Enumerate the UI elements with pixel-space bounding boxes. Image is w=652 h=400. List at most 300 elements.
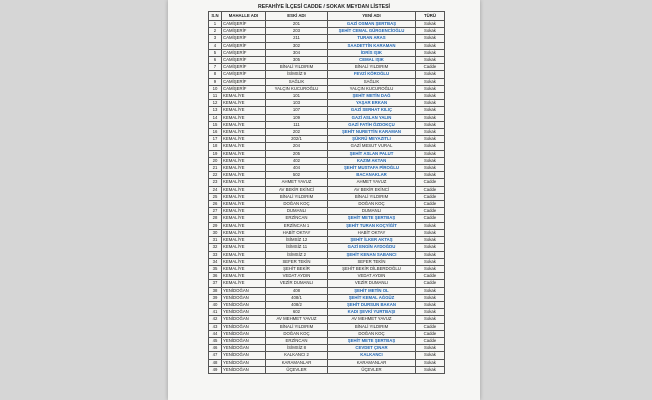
cell-turu: Sokak (416, 114, 445, 121)
cell-eski-adi: DUMANLI (266, 208, 328, 215)
cell-mahalle: KEMALİYE (222, 280, 266, 287)
cell-sn: 49 (209, 366, 222, 373)
cell-yeni-adi: ŞEHİT NURETTİN KARAMAN (328, 129, 416, 136)
cell-turu: Sokak (416, 345, 445, 352)
cell-mahalle: CAMİŞERİF (222, 85, 266, 92)
cell-turu: Sokak (416, 237, 445, 244)
cell-sn: 46 (209, 345, 222, 352)
table-row (209, 71, 445, 78)
cell-sn: 1 (209, 21, 222, 28)
cell-mahalle: CAMİŞERİF (222, 49, 266, 56)
cell-mahalle: YENİDOĞAN (222, 309, 266, 316)
table-header-row (209, 12, 445, 21)
cell-turu: Sokak (416, 165, 445, 172)
cell-turu: Sokak (416, 100, 445, 107)
cell-sn: 42 (209, 316, 222, 323)
cell-turu: Sokak (416, 294, 445, 301)
cell-yeni-adi: ŞEHİT METİN OL (328, 287, 416, 294)
table-row (209, 165, 445, 172)
cell-turu: Cadde (416, 337, 445, 344)
cell-sn: 12 (209, 100, 222, 107)
table-row (209, 287, 445, 294)
cell-sn: 39 (209, 294, 222, 301)
table-row (209, 186, 445, 193)
cell-sn: 35 (209, 265, 222, 272)
cell-mahalle: KEMALİYE (222, 114, 266, 121)
table-row (209, 273, 445, 280)
table-row (209, 93, 445, 100)
cell-mahalle: CAMİŞERİF (222, 78, 266, 85)
street-list-table (208, 11, 445, 374)
cell-sn: 32 (209, 244, 222, 251)
cell-sn: 28 (209, 215, 222, 222)
table-row (209, 251, 445, 258)
cell-turu: Sokak (416, 150, 445, 157)
table-row (209, 265, 445, 272)
cell-sn: 3 (209, 35, 222, 42)
table-row (209, 352, 445, 359)
cell-yeni-adi: ŞEHİT TURAN KOÇYİĞİT (328, 222, 416, 229)
cell-sn: 10 (209, 85, 222, 92)
cell-eski-adi: 202 (266, 129, 328, 136)
cell-eski-adi: 408 (266, 287, 328, 294)
cell-mahalle: CAMİŞERİF (222, 71, 266, 78)
cell-yeni-adi: VEDAT AYDIN (328, 273, 416, 280)
cell-mahalle: CAMİŞERİF (222, 21, 266, 28)
cell-eski-adi: İSİMSİZ 2 (266, 251, 328, 258)
cell-eski-adi: ERZİNCAN (266, 337, 328, 344)
cell-mahalle: YENİDOĞAN (222, 294, 266, 301)
cell-yeni-adi: GAZİ ENGİN AYDOĞDU (328, 244, 416, 251)
cell-turu: Cadde (416, 280, 445, 287)
table-row (209, 294, 445, 301)
cell-eski-adi: 202/1 (266, 136, 328, 143)
cell-turu: Sokak (416, 222, 445, 229)
cell-sn: 38 (209, 287, 222, 294)
cell-mahalle: KEMALİYE (222, 143, 266, 150)
cell-mahalle: YENİDOĞAN (222, 323, 266, 330)
cell-sn: 22 (209, 172, 222, 179)
cell-eski-adi: 404 (266, 165, 328, 172)
cell-mahalle: KEMALİYE (222, 150, 266, 157)
table-row (209, 323, 445, 330)
cell-mahalle: KEMALİYE (222, 215, 266, 222)
table-row (209, 179, 445, 186)
cell-eski-adi: 305 (266, 57, 328, 64)
cell-turu: Sokak (416, 71, 445, 78)
cell-yeni-adi: BACANAKLAR (328, 172, 416, 179)
cell-sn: 33 (209, 251, 222, 258)
cell-yeni-adi: ŞEHİT İLKER AKTAŞ (328, 237, 416, 244)
cell-eski-adi: 101 (266, 93, 328, 100)
cell-yeni-adi: DUMANLI (328, 208, 416, 215)
header-turu: TÜRÜ (416, 12, 445, 21)
cell-eski-adi: VEDAT AYDIN (266, 273, 328, 280)
cell-eski-adi: 205 (266, 150, 328, 157)
cell-sn: 4 (209, 42, 222, 49)
cell-mahalle: KEMALİYE (222, 193, 266, 200)
table-body (209, 21, 445, 374)
cell-sn: 15 (209, 121, 222, 128)
header-mahalle: MAHALLE ADI (222, 12, 266, 21)
table-row (209, 129, 445, 136)
table-row (209, 64, 445, 71)
cell-mahalle: YENİDOĞAN (222, 337, 266, 344)
cell-sn: 23 (209, 179, 222, 186)
cell-sn: 47 (209, 352, 222, 359)
table-row (209, 316, 445, 323)
cell-yeni-adi: GAZİ ASLAN YALIN (328, 114, 416, 121)
table-row (209, 337, 445, 344)
cell-mahalle: YENİDOĞAN (222, 287, 266, 294)
cell-yeni-adi: KAZIM AKTAN (328, 157, 416, 164)
table-row (209, 157, 445, 164)
table-row (209, 215, 445, 222)
cell-mahalle: KEMALİYE (222, 172, 266, 179)
cell-mahalle: KEMALİYE (222, 179, 266, 186)
cell-yeni-adi: KALKANCI (328, 352, 416, 359)
table-row (209, 201, 445, 208)
cell-sn: 14 (209, 114, 222, 121)
cell-sn: 2 (209, 28, 222, 35)
cell-yeni-adi: HABİT OKTAY (328, 229, 416, 236)
cell-turu: Cadde (416, 323, 445, 330)
table-row (209, 35, 445, 42)
table-row (209, 85, 445, 92)
cell-eski-adi: 111 (266, 121, 328, 128)
cell-eski-adi: 201 (266, 21, 328, 28)
cell-sn: 30 (209, 229, 222, 236)
cell-eski-adi: DOĞAN KOÇ (266, 201, 328, 208)
cell-yeni-adi: AHMET YAVUZ (328, 179, 416, 186)
cell-turu: Sokak (416, 316, 445, 323)
cell-eski-adi: AV BEKİR EKİNCİ (266, 186, 328, 193)
cell-turu: Sokak (416, 251, 445, 258)
table-row (209, 136, 445, 143)
cell-turu: Sokak (416, 107, 445, 114)
cell-turu: Sokak (416, 244, 445, 251)
cell-yeni-adi: ŞEHİT KEMAL AĞGÜZ (328, 294, 416, 301)
cell-eski-adi: ÜÇEVLER (266, 366, 328, 373)
cell-sn: 34 (209, 258, 222, 265)
table-row (209, 121, 445, 128)
cell-turu: Sokak (416, 28, 445, 35)
cell-turu: Sokak (416, 301, 445, 308)
table-row (209, 237, 445, 244)
cell-mahalle: KEMALİYE (222, 136, 266, 143)
cell-mahalle: KEMALİYE (222, 201, 266, 208)
table-row (209, 21, 445, 28)
cell-mahalle: YENİDOĞAN (222, 330, 266, 337)
cell-sn: 6 (209, 57, 222, 64)
cell-turu: Sokak (416, 172, 445, 179)
cell-eski-adi: İSİMSİZ 8 (266, 345, 328, 352)
cell-yeni-adi: DOĞAN KOÇ (328, 201, 416, 208)
cell-turu: Cadde (416, 201, 445, 208)
cell-sn: 9 (209, 78, 222, 85)
table-row (209, 345, 445, 352)
cell-sn: 5 (209, 49, 222, 56)
cell-eski-adi: ERZİNCAN (266, 215, 328, 222)
table-row (209, 222, 445, 229)
cell-sn: 41 (209, 309, 222, 316)
cell-yeni-adi: ŞEHİT BEKİR DİLBERDOĞLU (328, 265, 416, 272)
cell-mahalle: KEMALİYE (222, 251, 266, 258)
table-row (209, 57, 445, 64)
cell-mahalle: CAMİŞERİF (222, 35, 266, 42)
table-row (209, 280, 445, 287)
cell-turu: Sokak (416, 143, 445, 150)
cell-sn: 25 (209, 193, 222, 200)
cell-yeni-adi: FEVZİ KÖROĞLU (328, 71, 416, 78)
table-row (209, 229, 445, 236)
cell-mahalle: YENİDOĞAN (222, 301, 266, 308)
cell-mahalle: CAMİŞERİF (222, 64, 266, 71)
cell-mahalle: KEMALİYE (222, 265, 266, 272)
cell-turu: Cadde (416, 330, 445, 337)
cell-mahalle: KEMALİYE (222, 100, 266, 107)
cell-yeni-adi: GAZİ OSMAN ŞERTBAŞ (328, 21, 416, 28)
cell-turu: Sokak (416, 42, 445, 49)
cell-eski-adi: 109 (266, 114, 328, 121)
cell-yeni-adi: ŞEHİT METİN DAĞ (328, 93, 416, 100)
cell-mahalle: KEMALİYE (222, 157, 266, 164)
table-row (209, 172, 445, 179)
cell-mahalle: YENİDOĞAN (222, 352, 266, 359)
table-row (209, 42, 445, 49)
cell-sn: 19 (209, 150, 222, 157)
cell-mahalle: CAMİŞERİF (222, 57, 266, 64)
cell-yeni-adi: ŞEHİT METE ŞERTBAŞ (328, 337, 416, 344)
cell-eski-adi: 402 (266, 157, 328, 164)
cell-turu: Sokak (416, 229, 445, 236)
cell-mahalle: KEMALİYE (222, 258, 266, 265)
document-page (168, 0, 480, 400)
cell-eski-adi: AHMET YAVUZ (266, 179, 328, 186)
cell-turu: Cadde (416, 64, 445, 71)
cell-eski-adi: VEZİR DUMANLI (266, 280, 328, 287)
cell-mahalle: CAMİŞERİF (222, 42, 266, 49)
cell-sn: 29 (209, 222, 222, 229)
cell-eski-adi: SAĞLIK (266, 78, 328, 85)
cell-sn: 24 (209, 186, 222, 193)
cell-turu: Sokak (416, 265, 445, 272)
cell-mahalle: KEMALİYE (222, 107, 266, 114)
cell-turu: Cadde (416, 186, 445, 193)
cell-sn: 27 (209, 208, 222, 215)
cell-turu: Cadde (416, 215, 445, 222)
cell-mahalle: YENİDOĞAN (222, 345, 266, 352)
cell-eski-adi: 408/1 (266, 294, 328, 301)
cell-eski-adi: 203 (266, 28, 328, 35)
cell-turu: Sokak (416, 287, 445, 294)
cell-eski-adi: 502 (266, 172, 328, 179)
cell-eski-adi: 602 (266, 309, 328, 316)
cell-turu: Cadde (416, 208, 445, 215)
cell-turu: Sokak (416, 359, 445, 366)
cell-eski-adi: 204 (266, 143, 328, 150)
cell-sn: 40 (209, 301, 222, 308)
table-row (209, 258, 445, 265)
cell-turu: Sokak (416, 93, 445, 100)
table-row (209, 49, 445, 56)
cell-yeni-adi: AV MEHMET YAVUZ (328, 316, 416, 323)
cell-turu: Sokak (416, 57, 445, 64)
cell-yeni-adi: ŞEHİT METE ŞERTBAŞ (328, 215, 416, 222)
cell-eski-adi: 103 (266, 100, 328, 107)
cell-turu: Sokak (416, 85, 445, 92)
cell-mahalle: KEMALİYE (222, 208, 266, 215)
table-row (209, 28, 445, 35)
cell-mahalle: KEMALİYE (222, 186, 266, 193)
cell-mahalle: KEMALİYE (222, 129, 266, 136)
cell-yeni-adi: İDRİS IŞIK (328, 49, 416, 56)
table-row (209, 309, 445, 316)
cell-mahalle: KEMALİYE (222, 237, 266, 244)
table-row (209, 359, 445, 366)
cell-turu: Sokak (416, 157, 445, 164)
header-eski-adi: ESKİ ADI (266, 12, 328, 21)
cell-sn: 43 (209, 323, 222, 330)
cell-yeni-adi: CEVDET ÇINAR (328, 345, 416, 352)
cell-mahalle: KEMALİYE (222, 222, 266, 229)
cell-sn: 45 (209, 337, 222, 344)
cell-turu: Sokak (416, 136, 445, 143)
cell-yeni-adi: YAŞAR ERKAN (328, 100, 416, 107)
table-row (209, 107, 445, 114)
cell-mahalle: KEMALİYE (222, 121, 266, 128)
cell-turu: Sokak (416, 129, 445, 136)
cell-turu: Sokak (416, 309, 445, 316)
cell-sn: 11 (209, 93, 222, 100)
cell-yeni-adi: DOĞAN KOÇ (328, 330, 416, 337)
cell-eski-adi: KALKANCI 2 (266, 352, 328, 359)
cell-sn: 37 (209, 280, 222, 287)
header-yeni-adi: YENİ ADI (328, 12, 416, 21)
cell-yeni-adi: GAZİ SERHAT KILIÇ (328, 107, 416, 114)
cell-yeni-adi: BİNALİ YILDIRIM (328, 64, 416, 71)
cell-yeni-adi: SAADETTİN KARAMAN (328, 42, 416, 49)
cell-yeni-adi: YALÇIN KUCUROĞLU (328, 85, 416, 92)
cell-mahalle: KEMALİYE (222, 165, 266, 172)
table-row (209, 366, 445, 373)
cell-turu: Sokak (416, 352, 445, 359)
cell-eski-adi: BİNALİ YILDIRIM (266, 193, 328, 200)
cell-eski-adi: ŞEHİT BEKİR (266, 265, 328, 272)
cell-sn: 20 (209, 157, 222, 164)
cell-yeni-adi: SEFER TEKİN (328, 258, 416, 265)
cell-eski-adi: İSİMSİZ 9 (266, 71, 328, 78)
cell-yeni-adi: BİNALİ YILDIRIM (328, 193, 416, 200)
cell-yeni-adi: ŞEHİT CEMAL GÜRGENCİOĞLU (328, 28, 416, 35)
cell-eski-adi: 107 (266, 107, 328, 114)
cell-yeni-adi: KARAMANLAR (328, 359, 416, 366)
cell-eski-adi: KARAMANLAR (266, 359, 328, 366)
cell-sn: 21 (209, 165, 222, 172)
cell-eski-adi: YALÇIN KUCUROĞLU (266, 85, 328, 92)
table-row (209, 193, 445, 200)
document-title: REFAHİYE İLÇESİ CADDE / SOKAK MEYDAN LİSTESİ (257, 4, 390, 10)
cell-mahalle: KEMALİYE (222, 244, 266, 251)
cell-sn: 44 (209, 330, 222, 337)
cell-eski-adi: HABİT OKTAY (266, 229, 328, 236)
cell-sn: 26 (209, 201, 222, 208)
cell-yeni-adi: KADI ŞEVKİ YURTBAŞI (328, 309, 416, 316)
cell-yeni-adi: ŞEHİT KENAN SABANCI (328, 251, 416, 258)
cell-sn: 31 (209, 237, 222, 244)
cell-yeni-adi: AV BEKİR EKİNCİ (328, 186, 416, 193)
table-row (209, 143, 445, 150)
cell-eski-adi: AV MEHMET YAVUZ (266, 316, 328, 323)
cell-yeni-adi: ŞÜKRÜ MEYAZITLI (328, 136, 416, 143)
table-row (209, 330, 445, 337)
cell-mahalle: CAMİŞERİF (222, 28, 266, 35)
cell-mahalle: YENİDOĞAN (222, 366, 266, 373)
cell-yeni-adi: BİNALİ YILDIRIM (328, 323, 416, 330)
cell-turu: Sokak (416, 121, 445, 128)
cell-sn: 17 (209, 136, 222, 143)
cell-mahalle: KEMALİYE (222, 229, 266, 236)
cell-turu: Cadde (416, 273, 445, 280)
cell-yeni-adi: ŞEHİT DURSUN BAKAN (328, 301, 416, 308)
cell-eski-adi: BİNALİ YILDIRIM (266, 64, 328, 71)
cell-eski-adi: İSİMSİZ 12 (266, 237, 328, 244)
cell-yeni-adi: GAZİ MESUT VURAL (328, 143, 416, 150)
cell-eski-adi: 211 (266, 35, 328, 42)
table-row (209, 78, 445, 85)
cell-eski-adi: İSİMSİZ 11 (266, 244, 328, 251)
table-row (209, 244, 445, 251)
cell-turu: Sokak (416, 35, 445, 42)
cell-sn: 8 (209, 71, 222, 78)
cell-yeni-adi: CEMAL IŞIK (328, 57, 416, 64)
cell-turu: Sokak (416, 366, 445, 373)
cell-turu: Sokak (416, 258, 445, 265)
cell-eski-adi: 304 (266, 49, 328, 56)
cell-eski-adi: DOĞAN KOÇ (266, 330, 328, 337)
cell-eski-adi: 408/2 (266, 301, 328, 308)
cell-turu: Sokak (416, 49, 445, 56)
header-sn: S.N (209, 12, 222, 21)
cell-yeni-adi: ŞEHİT MUSTAFA PİROĞLU (328, 165, 416, 172)
cell-eski-adi: BİNALİ YILDIRIM (266, 323, 328, 330)
cell-yeni-adi: SAĞLIK (328, 78, 416, 85)
cell-yeni-adi: TURAN ARAS (328, 35, 416, 42)
cell-sn: 48 (209, 359, 222, 366)
cell-turu: Sokak (416, 21, 445, 28)
cell-mahalle: KEMALİYE (222, 93, 266, 100)
cell-eski-adi: ERZİNCAN 1 (266, 222, 328, 229)
cell-turu: Cadde (416, 179, 445, 186)
cell-mahalle: YENİDOĞAN (222, 359, 266, 366)
table-row (209, 114, 445, 121)
cell-mahalle: YENİDOĞAN (222, 316, 266, 323)
cell-sn: 7 (209, 64, 222, 71)
cell-yeni-adi: VEZİR DUMANLI (328, 280, 416, 287)
cell-sn: 18 (209, 143, 222, 150)
cell-eski-adi: SEFER TEKİN (266, 258, 328, 265)
cell-turu: Sokak (416, 78, 445, 85)
cell-yeni-adi: GAZİ FATİH ÖZDOKÇU (328, 121, 416, 128)
cell-sn: 36 (209, 273, 222, 280)
cell-yeni-adi: ÜÇEVLER (328, 366, 416, 373)
table-row (209, 100, 445, 107)
table-row (209, 301, 445, 308)
cell-eski-adi: 302 (266, 42, 328, 49)
cell-sn: 13 (209, 107, 222, 114)
cell-yeni-adi: ŞEHİT ASLAN PALUT (328, 150, 416, 157)
cell-mahalle: KEMALİYE (222, 273, 266, 280)
